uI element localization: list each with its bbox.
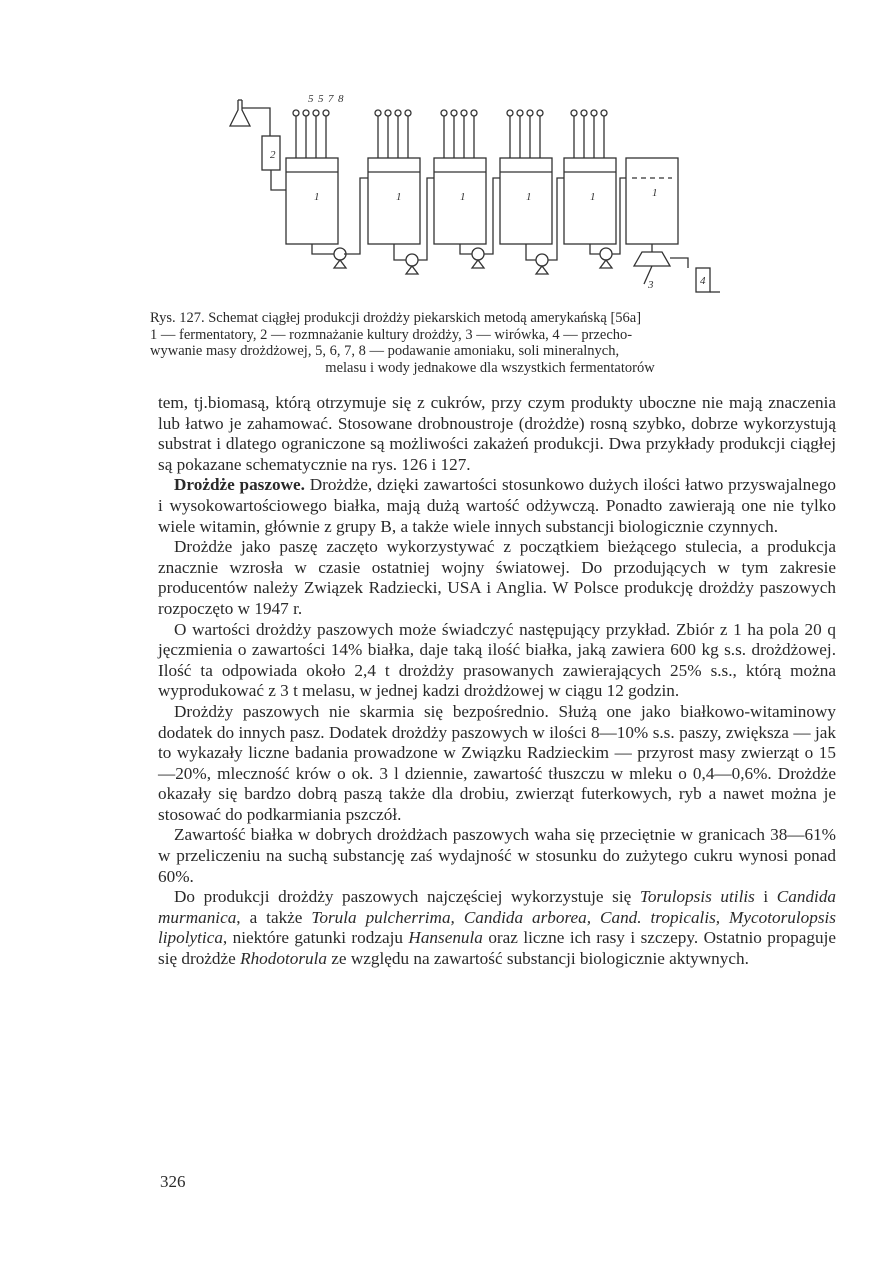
species-list: Torula pulcherrima, Candida arborea, Cand. tropicalis, Mycotorulopsis lipolytica <box>158 907 836 948</box>
fermentation-diagram <box>220 88 740 310</box>
fermentor-1 <box>286 158 338 244</box>
caption-line-4: melasu i wody jednakowe dla wszystkich fermentatorów <box>325 359 655 376</box>
figure-labels <box>270 93 706 291</box>
species-torulopsis: Torulopsis utilis <box>639 887 755 907</box>
paragraph-4: O wartości drożdży paszowych może świadczyć następujący przykład. Zbiór z 1 ha pola 20 q jęczmienia o zawartości 14% białka, daje taką ilość białka, jaką zawiera 600 kg s.s. drożdżowej. Ilość ta odpowiada około 2,4 t drożdży prasowanych zawierających 25% s.s., którą można wyprodukować z 3 t melasu, w jednej kadzi drożdżowej w ciągu 12 godzin. <box>158 619 836 701</box>
paragraph-7 <box>158 887 836 969</box>
caption-line-3: wywanie masy drożdżowej, 5, 6, 7, 8 — podawanie amoniaku, soli mineralnych, <box>150 343 620 359</box>
p7-text-d: , niektóre gatunki rodzaju <box>222 928 409 948</box>
paragraph-5: Drożdży paszowych nie skarmia się bezpośrednio. Służą one jako białkowo-witaminowy dodatek do innych pasz. Dodatek drożdży paszowych w ilości 8—10% s.s. paszy, zwiększa — jak to wykazały liczne badania prowadzone w Związku Radzieckim — przyrost masy zwierząt o 15—20%, mleczność krów o ok. 3 l dziennie, zawartość tłuszczu w mleku o 0,4—0,6%. Drożdże okazały się bardzo dobrą paszą także dla drobiu, zwierząt futerkowych, ryb a nawet można je stosować do podkarmiania pszczół. <box>158 701 836 824</box>
fermentor-6 <box>626 158 678 244</box>
label-1e: 1 <box>590 191 596 203</box>
p7-text-c: , a także <box>236 907 312 927</box>
fermentor-2 <box>368 158 420 244</box>
species-candida-murmanica: Candida murmanica <box>158 887 837 927</box>
p7-text-f: ze względu na zawartość substancji biologicznie aktywnych. <box>326 949 749 969</box>
label-4: 4 <box>700 275 706 287</box>
stream-label-5a: 5 <box>308 93 314 105</box>
paragraph-3: Drożdże jako paszę zaczęto wykorzystywać z początkiem bieżącego stulecia, a produkcja znacznie wzrosła w czasie ostatniej wojny światowej. Do przodujących w tym zakresie producentów należy Związek Radziecki, USA i Anglia. W Polsce produkcję drożdży paszowych rozpoczęto w 1947 r. <box>158 537 836 618</box>
paragraph-2 <box>158 475 836 537</box>
label-2: 2 <box>270 149 276 161</box>
label-1f: 1 <box>652 187 658 199</box>
p7-text-e: oraz liczne ich rasy i szczepy. Ostatnio propaguje się drożdże <box>158 928 836 969</box>
label-1b: 1 <box>396 191 402 203</box>
culture-flask <box>230 100 250 126</box>
genus-rhodotorula: Rhodotorula <box>240 949 327 969</box>
figure-caption <box>150 310 830 376</box>
label-3: 3 <box>648 279 654 291</box>
feed-valves <box>293 110 607 158</box>
process-schematic <box>220 88 740 310</box>
body-text <box>158 393 836 970</box>
label-1a: 1 <box>314 191 320 203</box>
section-heading: Drożdże paszowe. <box>174 475 305 495</box>
label-1d: 1 <box>526 191 532 203</box>
paragraph-6: Zawartość białka w dobrych drożdżach paszowych waha się przeciętnie w granicach 38—61% w przeliczeniu na suchą substancję zaś wydajność w stosunku do zużytego cukru wynosi ponad 60%. <box>158 825 836 886</box>
paragraph-2-body: Drożdże, dzięki zawartości stosunkowo dużych ilości łatwo przyswajalnego i wysokowartościowego białka, mają dużą wartość odżywczą. Ponadto zawierają one nie tylko wiele witamin, głównie z grupy B, a także wiele innych substancji biologicznie czynnych. <box>158 475 837 536</box>
paragraph-1: tem, tj.biomasą, którą otrzymuje się z cukrów, przy czym produkty uboczne nie mają znaczenia lub łatwo je zahamować. Stosowane drobnoustroje (drożdże) rosną szybko, dobrze wykorzystują substrat i dlatego ograniczone są możliwości zakażeń produkcji. Dwa przykłady produkcji ciągłej są pokazane schematycznie na rys. 126 i 127. <box>158 393 836 474</box>
page-number: 326 <box>160 1172 186 1191</box>
p7-text-b: i <box>754 887 777 907</box>
p7-text-a: Do produkcji drożdży paszowych najczęściej wykorzystuje się <box>174 887 640 907</box>
pumps <box>334 248 612 274</box>
genus-hansenula: Hansenula <box>408 928 483 948</box>
stream-label-8: 8 <box>338 93 344 105</box>
caption-title: Rys. 127. Schemat ciągłej produkcji drożdży piekarskich metodą amerykańską [56a] <box>150 310 642 326</box>
label-1c: 1 <box>460 191 466 203</box>
stream-label-5b: 5 <box>318 93 324 105</box>
caption-line-2: 1 — fermentatory, 2 — rozmnażanie kultury drożdży, 3 — wirówka, 4 — przecho- <box>150 326 633 343</box>
stream-label-7: 7 <box>328 93 334 105</box>
centrifuge <box>634 252 670 266</box>
